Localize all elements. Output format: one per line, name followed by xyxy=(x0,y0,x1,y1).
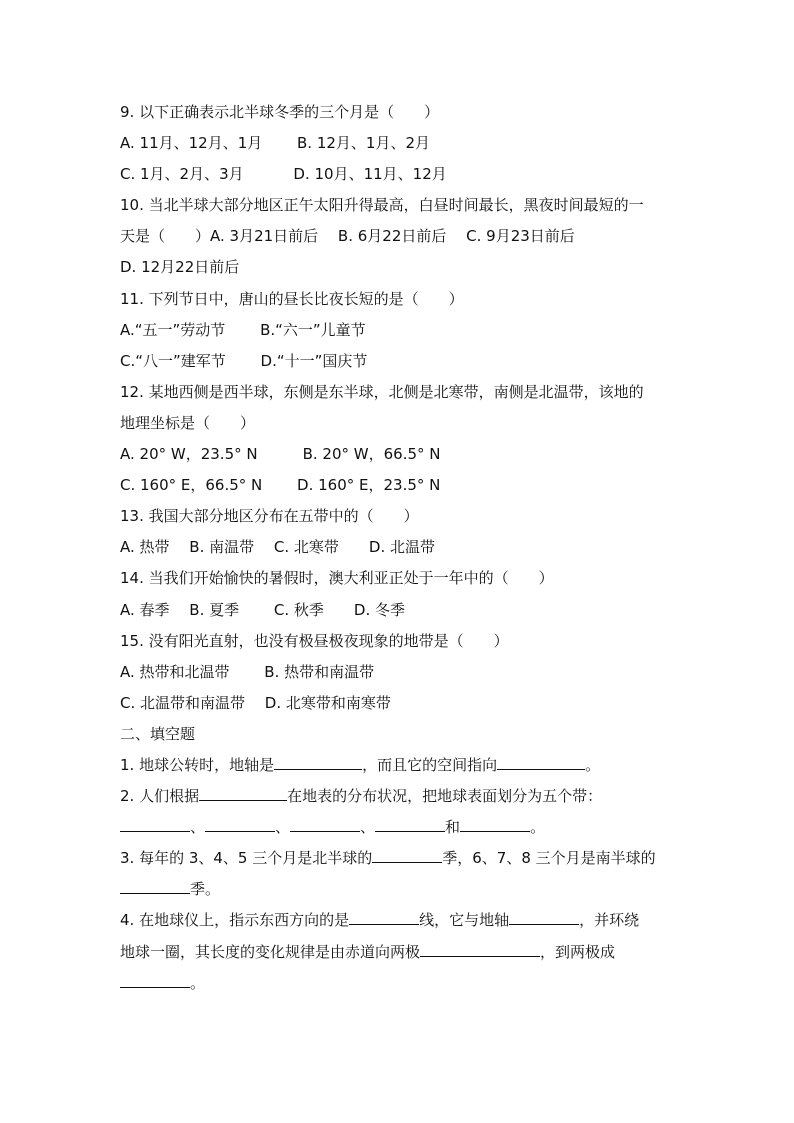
answer-blank[interactable] xyxy=(120,879,190,894)
fill-question-2-line1: 2. 人们根据 在地表的分布状况，把地球表面划分为五个带： xyxy=(120,787,603,806)
fill-question-3-line1: 3. 每年的 3、4、5 三个月是北半球的 季，6、7、8 三个月是南半球的 xyxy=(120,849,656,868)
question-14-options: A. 春季 B. 夏季 C. 秋季 D. 冬季 xyxy=(120,600,405,619)
question-15-options-row1: A. 热带和北温带 B. 热带和南温带 xyxy=(120,662,375,681)
section-title: 二、填空题 xyxy=(120,724,196,743)
question-11-options-row1: A.“五一”劳动节 B.“六一”儿童节 xyxy=(120,320,366,339)
answer-blank[interactable] xyxy=(205,817,275,832)
fill-question-2-line2: 、 、 、 和 。 xyxy=(120,812,680,843)
question-15-stem: 15. 没有阳光直射，也没有极昼极夜现象的地带是（ ） xyxy=(120,631,509,650)
answer-blank[interactable] xyxy=(420,942,540,957)
question-12-options-row2: C. 160° E，66.5° N D. 160° E，23.5° N xyxy=(120,476,441,495)
answer-blank[interactable] xyxy=(120,817,190,832)
question-13-stem: 13. 我国大部分地区分布在五带中的（ ） xyxy=(120,507,419,526)
question-10-stem-line2: 天是（ ）A. 3月21日前后 B. 6月22日前后 C. 9月23日前后 xyxy=(120,227,575,246)
fill-question-3-line2: 季。 xyxy=(120,874,680,905)
question-12-stem-line2: 地理坐标是（ ） xyxy=(120,413,256,432)
answer-blank[interactable] xyxy=(509,910,579,925)
fill-question-4-line3: 。 xyxy=(120,968,680,999)
question-11-stem: 11. 下列节日中，唐山的昼长比夜长短的是（ ） xyxy=(120,289,464,308)
answer-blank[interactable] xyxy=(372,848,442,863)
question-9-options-row1: A. 11月、12月、1月 B. 12月、1月、2月 xyxy=(120,134,431,153)
answer-blank[interactable] xyxy=(349,910,419,925)
question-9-options-row2: C. 1月、2月、3月 D. 10月、11月、12月 xyxy=(120,165,447,184)
answer-blank[interactable] xyxy=(274,755,362,770)
question-15-options-row2: C. 北温带和南温带 D. 北寒带和南寒带 xyxy=(120,693,391,712)
answer-blank[interactable] xyxy=(460,817,530,832)
answer-blank[interactable] xyxy=(497,755,585,770)
fill-question-1: 1. 地球公转时，地轴是 ，而且它的空间指向 。 xyxy=(120,755,601,774)
question-11-options-row2: C.“八一”建军节 D.“十一”国庆节 xyxy=(120,351,368,370)
answer-blank[interactable] xyxy=(120,973,190,988)
answer-blank[interactable] xyxy=(290,817,360,832)
fill-question-4-line2: 地球一圈，其长度的变化规律是由赤道向两极 ，到两极成 xyxy=(120,942,616,961)
question-10-stem-line3: D. 12月22日前后 xyxy=(120,258,240,277)
question-12-options-row1: A. 20° W，23.5° N B. 20° W，66.5° N xyxy=(120,445,441,464)
fill-question-4-line1: 4. 在地球仪上，指示东西方向的是 线，它与地轴 ，并环绕 xyxy=(120,911,640,930)
question-9-stem: 9. 以下正确表示北半球冬季的三个月是（ ） xyxy=(120,103,440,121)
question-13-options: A. 热带 B. 南温带 C. 北寒带 D. 北温带 xyxy=(120,538,435,557)
question-14-stem: 14. 当我们开始愉快的暑假时，澳大利亚正处于一年中的（ ） xyxy=(120,569,554,588)
answer-blank[interactable] xyxy=(199,786,287,801)
answer-blank[interactable] xyxy=(375,817,445,832)
worksheet-content xyxy=(120,97,680,999)
question-10-stem-line1: 10. 当北半球大部分地区正午太阳升得最高，白昼时间最长，黑夜时间最短的一 xyxy=(120,196,644,215)
question-12-stem-line1: 12. 某地西侧是西半球，东侧是东半球，北侧是北寒带，南侧是北温带，该地的 xyxy=(120,382,644,401)
